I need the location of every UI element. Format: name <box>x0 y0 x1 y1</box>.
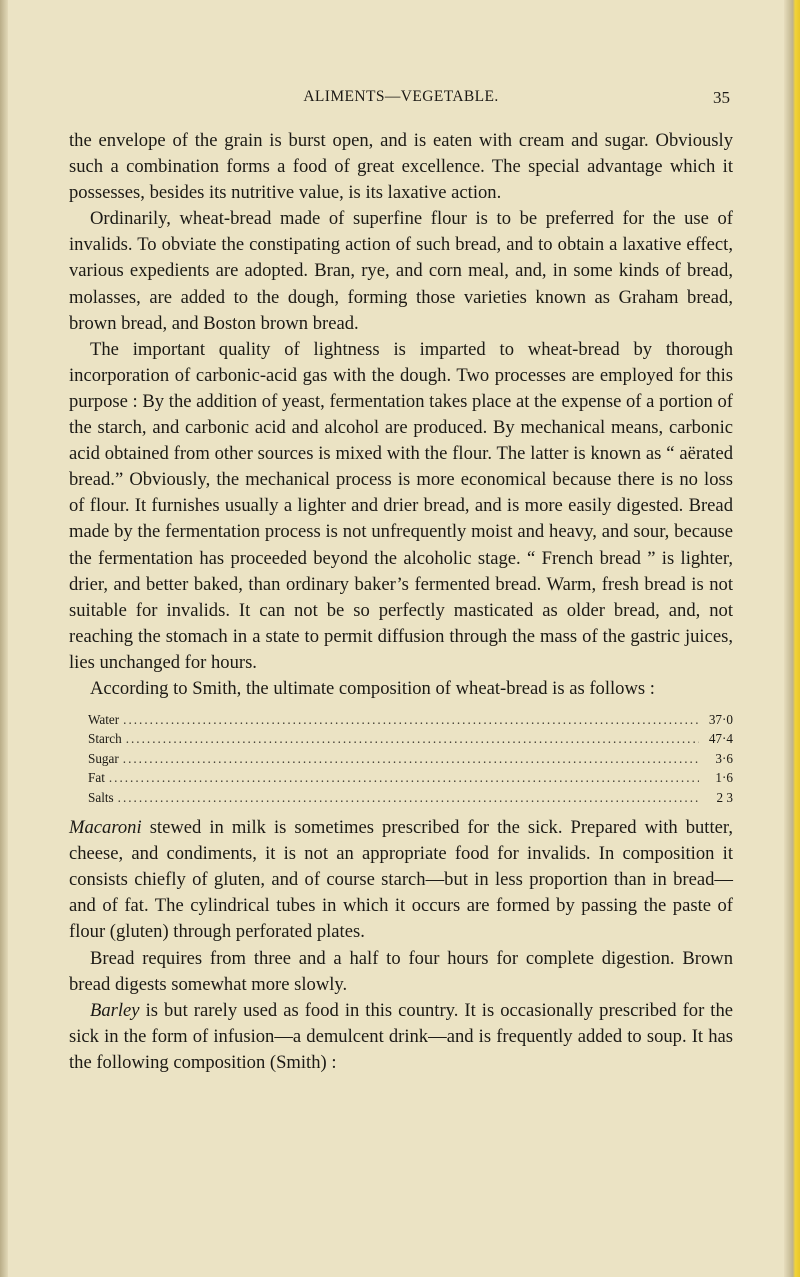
composition-label: Salts <box>88 789 114 805</box>
paragraph-wheat-bread: Ordinarily, wheat-bread made of superfine flour is to be preferred for the use of invalids. To obviate the constipating action of such bread, and to obtain a laxative effect, various expedients are adopted. Bran, rye, and corn meal, and, in some kinds of bread, molasses, are added to the dough, forming those varieties known as Graham bread, brown bread, and Boston brown bread. <box>69 208 733 334</box>
composition-value: 3·6 <box>715 750 733 766</box>
composition-value: 37·0 <box>708 712 733 728</box>
composition-label: Water <box>88 712 120 728</box>
composition-value: 2 3 <box>716 789 733 805</box>
composition-row-fat <box>88 768 733 787</box>
macaroni-text: stewed in milk is sometimes prescribed for the sick. Prepared with butter, cheese, and condiments, it is not an appropriate food for invalids. In composition it consists chiefly of gluten, and of course starch—but in less proportion than in bread—and of fat. The cylindrical tubes in which it occurs are formed by passing the paste of flour (gluten) through perforated plates. <box>69 817 733 943</box>
composition-row-sugar <box>88 749 733 768</box>
composition-value: 1·6 <box>715 770 733 786</box>
composition-table <box>88 710 733 807</box>
leader-dots <box>123 710 699 729</box>
leader-dots <box>109 768 699 787</box>
leader-dots <box>118 788 699 807</box>
barley-text: is but rarely used as food in this country. It is occasionally prescribed for the sick in the form of infusion—a demulcent drink—and is frequently added to soup. It has the following composition (Smith) : <box>69 999 733 1073</box>
composition-row-salts <box>88 788 733 807</box>
paragraph-lightness: The important quality of lightness is imparted to wheat-bread by thorough incorporation of carbonic-acid gas with the dough. Two processes are employed for this purpose : By the addition of yeast, fermentation takes place at the expense of a portion of the starch, and carbonic acid and alcohol are produced. By mechanical means, carbonic acid obtained from other sources is mixed with the flour. The latter is known as “ aërated bread.” Obviously, the mechanical process is more economical because there is no loss of flour. It furnishes usually a lighter and drier bread, and is more easily digested. Bread made by the fermentation process is not unfrequently moist and heavy, and sour, because the fermentation has proceeded beyond the alcoholic stage. “ French bread ” is lighter, drier, and better baked, than ordinary baker’s fermented bread. Warm, fresh bread is not suitable for invalids. It can not be so perfectly masticated as older bread, and, not reaching the stomach in a state to permit diffusion through the mass of the gastric juices, lies unchanged for hours. <box>69 338 733 673</box>
page-number: 35 <box>713 88 730 107</box>
page-header <box>70 88 732 114</box>
composition-row-water <box>88 710 733 729</box>
paragraph-grain: the envelope of the grain is burst open, and is eaten with cream and sugar. Obviously such a combination forms a food of great excellence. The special advantage which it possesses, besides its nutritive value, is its laxative action. <box>69 130 733 204</box>
composition-row-starch <box>88 729 733 748</box>
running-head: ALIMENTS—VEGETABLE. <box>303 88 499 105</box>
composition-value: 47·4 <box>708 731 733 747</box>
leader-dots <box>126 729 699 748</box>
composition-label: Starch <box>88 731 122 747</box>
paragraph-bread-digestion: Bread requires from three and a half to four hours for complete digestion. Brown bread digests somewhat more slowly. <box>69 947 733 995</box>
page-left-edge <box>0 0 8 1277</box>
paragraph-composition-intro: According to Smith, the ultimate composition of wheat-bread is as follows : <box>90 677 655 699</box>
paragraph-macaroni <box>69 815 733 945</box>
barley-term: Barley <box>90 999 140 1021</box>
leader-dots <box>123 749 699 768</box>
paragraph-barley <box>69 998 733 1076</box>
composition-label: Sugar <box>88 750 119 766</box>
page-right-edge <box>784 0 800 1277</box>
composition-label: Fat <box>88 770 105 786</box>
page-body <box>69 128 733 1076</box>
macaroni-term: Macaroni <box>69 817 142 839</box>
